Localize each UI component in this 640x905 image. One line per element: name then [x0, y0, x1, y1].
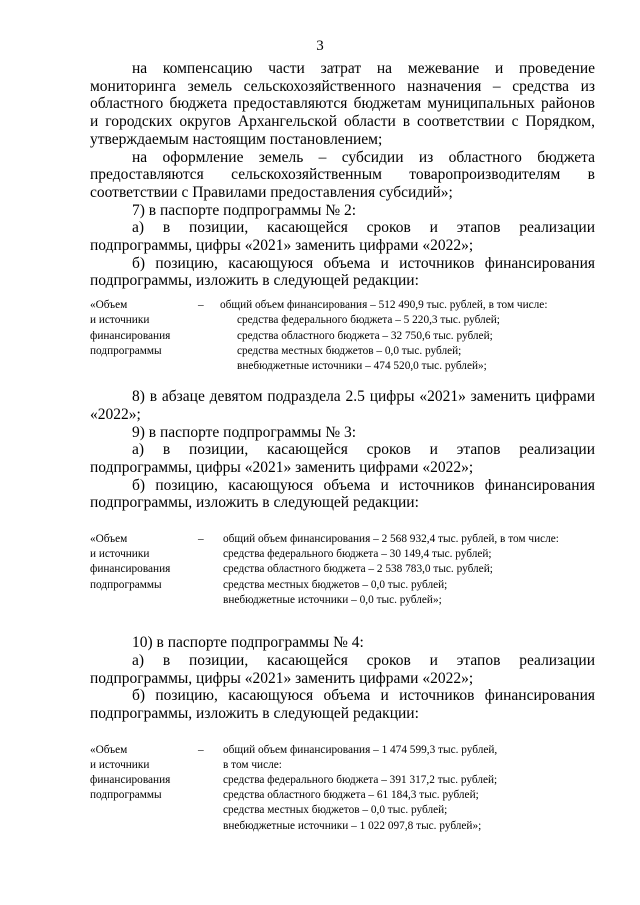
section-block-3	[90, 634, 595, 723]
paragraph: а) в позиции, касающейся сроков и этапов реализации подпрограммы, цифры «2021» заменить цифрами «2022»;	[90, 441, 595, 476]
financing-line: внебюджетные источники – 0,0 тыс. рублей»;	[223, 593, 442, 606]
financing-values	[220, 743, 595, 834]
financing-line: общий объем финансирования – 512 490,9 тыс. рублей, в том числе:	[220, 299, 548, 312]
financing-line: средства федерального бюджета – 30 149,4 тыс. рублей;	[223, 548, 492, 561]
page-number: 3	[316, 38, 324, 54]
paragraph: б) позицию, касающуюся объема и источников финансирования подпрограммы, изложить в следующей редакции:	[90, 254, 595, 290]
financing-line: средства местных бюджетов – 0,0 тыс. рублей;	[237, 344, 462, 357]
financing-table-2	[90, 532, 595, 608]
financing-line: средства областного бюджета – 32 750,6 тыс. рублей;	[237, 329, 493, 342]
financing-values	[220, 532, 595, 608]
paragraph: на компенсацию части затрат на межевание и проведение мониторинга земель сельскохозяйственного назначения – средства из областного бюджета предоставляются бюджетам муниципальных районов и городских округов Архангельской области в соответствии с Порядком, утверждаемым настоящим постановлением;	[90, 60, 595, 148]
financing-table-1	[90, 298, 595, 374]
financing-label: «Объем и источники финансирования подпрограммы	[90, 299, 171, 357]
dash: –	[198, 533, 204, 546]
financing-values	[220, 298, 595, 374]
financing-line: в том числе:	[223, 758, 282, 771]
financing-line: общий объем финансирования – 2 568 932,4 тыс. рублей, в том числе:	[223, 533, 559, 546]
financing-line: внебюджетные источники – 474 520,0 тыс. рублей»;	[237, 359, 487, 372]
financing-line: средства федерального бюджета – 5 220,3 тыс. рублей;	[237, 314, 500, 327]
financing-line: внебюджетные источники – 1 022 097,8 тыс. рублей»;	[223, 819, 482, 832]
document-body	[90, 60, 595, 834]
paragraph: 9) в паспорте подпрограммы № 3:	[132, 423, 357, 441]
financing-line: средства областного бюджета – 61 184,3 тыс. рублей;	[223, 789, 479, 802]
paragraph: 7) в паспорте подпрограммы № 2:	[132, 201, 357, 219]
financing-label: «Объем и источники финансирования подпрограммы	[90, 743, 171, 802]
financing-line: средства федерального бюджета – 391 317,2 тыс. рублей;	[223, 774, 498, 787]
financing-table-3	[90, 743, 595, 834]
financing-line: средства областного бюджета – 2 538 783,0 тыс. рублей;	[223, 563, 493, 576]
paragraph: а) в позиции, касающейся сроков и этапов реализации подпрограммы, цифры «2021» заменить цифрами «2022»;	[90, 219, 595, 255]
paragraph: на оформление земель – субсидии из областного бюджета предоставляются сельскохозяйственным товаропроизводителям в соответствии с Правилами предоставления субсидий»;	[90, 148, 595, 201]
paragraph: 8) в абзаце девятом подраздела 2.5 цифры «2021» заменить цифрами «2022»;	[90, 388, 595, 423]
section-block-1	[90, 60, 595, 290]
dash: –	[198, 299, 204, 312]
paragraph: а) в позиции, касающейся сроков и этапов реализации подпрограммы, цифры «2021» заменить цифрами «2022»;	[90, 651, 595, 687]
dash: –	[198, 743, 204, 756]
paragraph: 10) в паспорте подпрограммы № 4:	[132, 634, 364, 652]
financing-line: общий объем финансирования – 1 474 599,3 тыс. рублей,	[223, 743, 498, 756]
section-block-2	[90, 388, 595, 512]
paragraph: б) позицию, касающуюся объема и источников финансирования подпрограммы, изложить в следующей редакции:	[90, 687, 595, 722]
financing-line: средства местных бюджетов – 0,0 тыс. рублей;	[223, 578, 448, 591]
paragraph: б) позицию, касающуюся объема и источников финансирования подпрограммы, изложить в следующей редакции:	[90, 476, 595, 512]
financing-label: «Объем и источники финансирования подпрограммы	[90, 533, 171, 591]
financing-line: средства местных бюджетов – 0,0 тыс. рублей;	[223, 804, 448, 817]
